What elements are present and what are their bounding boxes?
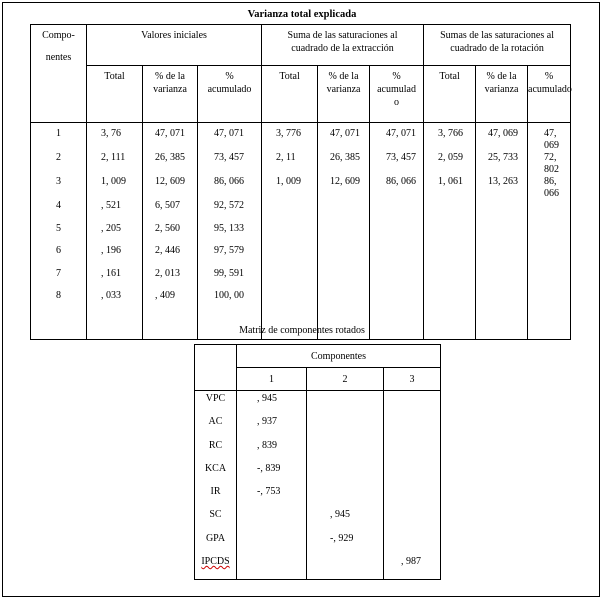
component-2-loadings [307, 391, 384, 580]
component-number-cell: 6 [31, 245, 87, 268]
components-header: Compo- nentes [31, 25, 87, 123]
variance-table [30, 24, 571, 340]
component-number-cell: 4 [31, 200, 87, 223]
components-label: Componentes [237, 345, 441, 368]
acc-cell: 95, 133 [198, 223, 262, 246]
loading-value: , 945 [330, 509, 350, 521]
loading-value [401, 486, 440, 509]
pct-cell: 47, 071 [318, 123, 370, 153]
acc-cell: 99, 591 [198, 268, 262, 291]
table1-title: Varianza total explicada [247, 9, 357, 20]
variance-row [31, 245, 571, 268]
rotated-components-table [194, 344, 441, 580]
total-cell: 2, 11 [262, 152, 318, 176]
component-number-cell: 1 [31, 123, 87, 153]
acc-cell: 73, 457 [370, 152, 424, 176]
pct-cell: 47, 071 [143, 123, 198, 153]
group-header-rotation: Sumas de las saturaciones al cuadrado de la rotación [424, 25, 571, 66]
total-cell [262, 245, 318, 268]
variance-row [31, 176, 571, 200]
pct-cell [476, 290, 528, 313]
acc-cell [528, 268, 571, 291]
acc-cell: 47, 069 [528, 123, 571, 153]
variance-row [31, 123, 571, 153]
total-cell [424, 268, 476, 291]
subheader-acc-broken: % acumulad o [370, 66, 424, 123]
total-cell [424, 200, 476, 223]
loading-value: -, 753 [257, 486, 281, 498]
loading-value [401, 509, 440, 532]
subheader-acc: % acumulado [528, 66, 571, 123]
acc-cell: 86, 066 [528, 176, 571, 200]
pct-cell: 12, 609 [143, 176, 198, 200]
pct-cell [318, 290, 370, 313]
loading-value [330, 463, 383, 486]
total-cell: , 196 [87, 245, 143, 268]
component-number-cell: 8 [31, 290, 87, 313]
subheader-pct: % de la varianza [476, 66, 528, 123]
pct-cell: 2, 560 [143, 223, 198, 246]
pct-cell: 25, 733 [476, 152, 528, 176]
total-cell [424, 290, 476, 313]
variance-row [31, 152, 571, 176]
total-cell: 1, 009 [262, 176, 318, 200]
loading-value [401, 416, 440, 439]
pct-cell: , 409 [143, 290, 198, 313]
pct-cell: 2, 013 [143, 268, 198, 291]
component-number-cell: 5 [31, 223, 87, 246]
loading-value [257, 533, 306, 556]
pct-cell [476, 223, 528, 246]
loading-value [257, 556, 306, 579]
group-header-extraction: Suma de las saturaciones al cuadrado de la extracción [262, 25, 424, 66]
loading-value [401, 393, 440, 416]
total-cell [262, 268, 318, 291]
total-cell [424, 223, 476, 246]
acc-cell: 73, 457 [198, 152, 262, 176]
variance-row [31, 223, 571, 246]
acc-cell [370, 290, 424, 313]
loading-value [330, 393, 383, 416]
pct-cell: 12, 609 [318, 176, 370, 200]
total-cell: 2, 059 [424, 152, 476, 176]
group-header-initial: Valores iniciales [87, 25, 262, 66]
pct-cell [476, 200, 528, 223]
loading-value [330, 486, 383, 509]
pct-cell [318, 245, 370, 268]
component-number-cell: 7 [31, 268, 87, 291]
pct-cell: 6, 507 [143, 200, 198, 223]
pct-cell: 2, 446 [143, 245, 198, 268]
acc-cell [370, 223, 424, 246]
component-number: 3 [384, 368, 441, 391]
loading-value [330, 416, 383, 439]
total-cell: 3, 766 [424, 123, 476, 153]
loading-value [401, 463, 440, 486]
component-number: 2 [307, 368, 384, 391]
pct-cell [318, 268, 370, 291]
pct-cell [476, 268, 528, 291]
total-cell: , 521 [87, 200, 143, 223]
pct-cell: 13, 263 [476, 176, 528, 200]
pct-cell: 47, 069 [476, 123, 528, 153]
variable-label: VPC [205, 393, 226, 404]
loading-value: , 839 [257, 439, 277, 451]
component-3-loadings [384, 391, 441, 580]
variance-row [31, 200, 571, 223]
acc-cell: 47, 071 [370, 123, 424, 153]
pct-cell [318, 223, 370, 246]
acc-cell [528, 223, 571, 246]
acc-cell [370, 268, 424, 291]
pct-cell: 26, 385 [318, 152, 370, 176]
acc-cell: 92, 572 [198, 200, 262, 223]
acc-cell [370, 245, 424, 268]
subheader-total: Total [262, 66, 318, 123]
total-cell: 3, 776 [262, 123, 318, 153]
variable-label: SC [209, 509, 222, 521]
variable-label: IPCDS [201, 556, 230, 568]
subheader-total: Total [424, 66, 476, 123]
loading-value: -, 839 [257, 462, 281, 474]
loading-value [330, 440, 383, 463]
subheader-acc: % acumulado [198, 66, 262, 123]
component-number-cell: 2 [31, 152, 87, 176]
component-number: 1 [237, 368, 307, 391]
variable-label: IR [210, 486, 221, 498]
acc-cell: 97, 579 [198, 245, 262, 268]
variance-row [31, 290, 571, 313]
loading-value [401, 533, 440, 556]
pct-cell: 26, 385 [143, 152, 198, 176]
total-cell [262, 223, 318, 246]
total-cell: , 033 [87, 290, 143, 313]
total-cell: 3, 76 [87, 123, 143, 153]
acc-cell: 47, 071 [198, 123, 262, 153]
acc-cell: 86, 066 [198, 176, 262, 200]
total-cell: 1, 009 [87, 176, 143, 200]
total-cell: 1, 061 [424, 176, 476, 200]
total-cell: , 161 [87, 268, 143, 291]
loading-value [257, 509, 306, 532]
loading-value [401, 440, 440, 463]
total-cell [262, 200, 318, 223]
pct-cell [476, 245, 528, 268]
subheader-pct: % de la varianza [318, 66, 370, 123]
total-cell: 2, 111 [87, 152, 143, 176]
variable-label: GPA [205, 532, 226, 544]
total-cell [262, 290, 318, 313]
subheader-total: Total [87, 66, 143, 123]
total-cell [424, 245, 476, 268]
acc-cell [528, 200, 571, 223]
table2-title: Matriz de componentes rotados [239, 325, 365, 336]
loading-value: -, 929 [330, 532, 354, 544]
variables-header-blank [195, 345, 237, 391]
variable-label: KCA [204, 462, 227, 474]
variance-row [31, 268, 571, 291]
loading-value: , 987 [401, 556, 421, 568]
acc-cell: 72, 802 [528, 152, 571, 176]
acc-cell: 86, 066 [370, 176, 424, 200]
subheader-pct: % de la varianza [143, 66, 198, 123]
variable-list [195, 391, 237, 580]
total-cell: , 205 [87, 223, 143, 246]
acc-cell [528, 245, 571, 268]
loading-value: , 937 [257, 416, 277, 428]
component-1-loadings [237, 391, 307, 580]
acc-cell: 100, 00 [198, 290, 262, 313]
loading-value [330, 556, 383, 579]
acc-cell [528, 290, 571, 313]
component-number-cell: 3 [31, 176, 87, 200]
variable-label: AC [208, 416, 223, 428]
acc-cell [370, 200, 424, 223]
variable-label: RC [208, 439, 223, 451]
pct-cell [318, 200, 370, 223]
loading-value: , 945 [257, 393, 277, 404]
